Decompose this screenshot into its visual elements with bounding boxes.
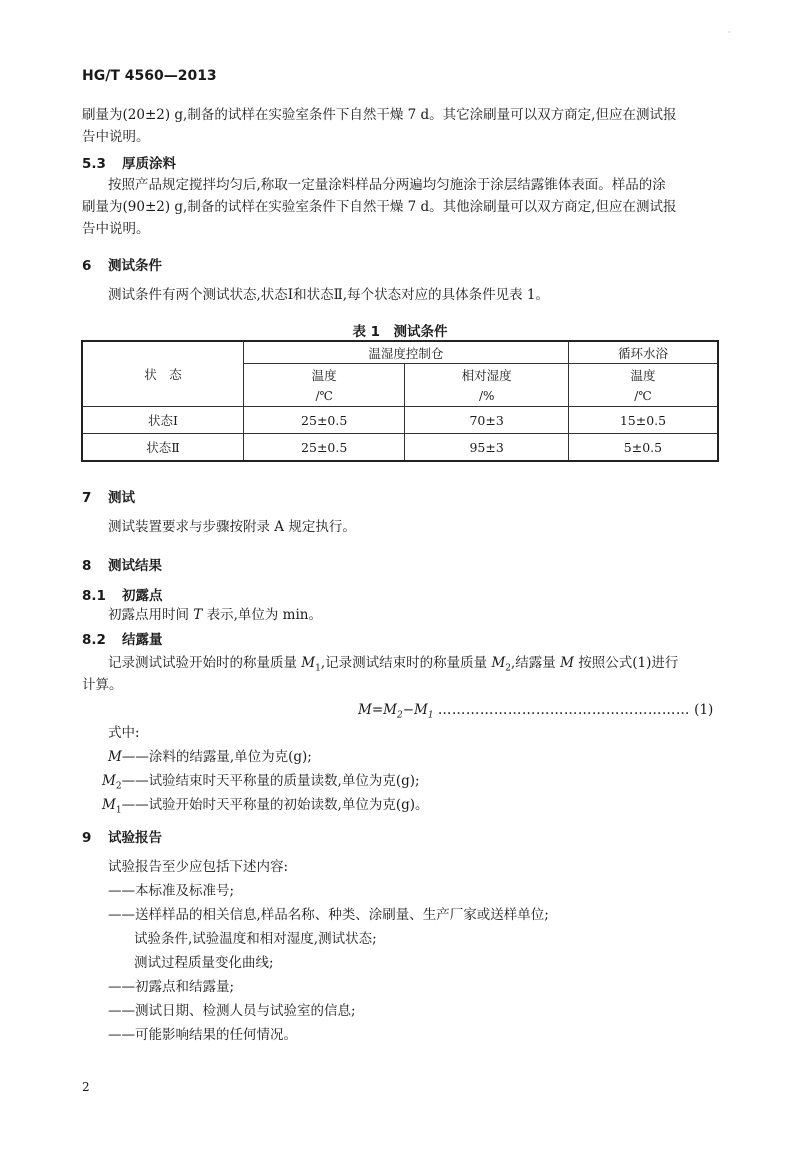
paragraph-line: 测试装置要求与步骤按附录 A 规定执行。 <box>108 519 356 535</box>
header-chamber: 温湿度控制仓 <box>243 341 568 364</box>
section-title: 初露点 <box>122 588 163 604</box>
page-number: 2 <box>82 1080 90 1094</box>
table-row <box>82 407 718 434</box>
paragraph-line: 试验报告至少应包括下述内容: <box>108 859 289 875</box>
variable-M: M <box>560 655 574 671</box>
text-run: 记录测试试验开始时的称量质量 <box>108 655 302 671</box>
header-temp: 温度 <box>243 364 405 386</box>
section-heading-9 <box>82 826 162 846</box>
cell-rh: 70±3 <box>405 407 568 434</box>
header-temp-unit: /℃ <box>243 385 405 407</box>
standard-code-header: HG/T 4560—2013 <box>82 68 217 84</box>
text-run: 初露点用时间 <box>108 607 194 623</box>
section-heading-7 <box>82 486 135 506</box>
test-conditions-table <box>81 340 719 462</box>
list-item: 测试过程质量变化曲线; <box>134 955 274 971</box>
variable-M: M <box>108 749 122 765</box>
formula-number: (1) <box>694 702 714 718</box>
cell-bath: 15±0.5 <box>568 407 718 434</box>
section-number: 8.1 <box>82 588 106 604</box>
paragraph-line: 按照产品规定搅拌均匀后,称取一定量涂料样品分两遍均匀施涂于涂层结露锥体表面。样品的涂 <box>108 177 666 193</box>
header-state: 状 态 <box>82 341 243 407</box>
text-run: ,结露量 <box>511 655 561 671</box>
cell-temp: 25±0.5 <box>243 434 405 462</box>
subscript: 1 <box>115 805 122 816</box>
list-item: 试验条件,试验温度和相对湿度,测试状态; <box>134 931 377 947</box>
where-label: 式中: <box>108 725 140 741</box>
section-number: 6 <box>82 258 92 274</box>
formula-lhs: M <box>358 702 372 718</box>
header-rh: 相对湿度 <box>405 364 568 386</box>
section-title: 测试 <box>108 490 135 506</box>
section-heading-8 <box>82 554 162 574</box>
text-run: 按照公式(1)进行 <box>573 655 679 671</box>
definition-line <box>108 746 312 768</box>
cell-state: 状态Ⅰ <box>82 407 243 434</box>
paragraph-line: 告中说明。 <box>82 221 150 237</box>
definition-text: ——试验开始时天平称量的初始读数,单位为克(g)。 <box>121 797 429 813</box>
section-number: 8.2 <box>82 632 106 648</box>
formula-1 <box>358 702 713 721</box>
formula-minus: − <box>402 702 415 718</box>
paragraph-line: 计算。 <box>82 677 123 693</box>
variable-M: M <box>102 797 116 813</box>
subscript: 2 <box>396 710 403 721</box>
definition-text: ——涂料的结露量,单位为克(g); <box>121 749 312 765</box>
section-number: 5.3 <box>82 156 106 172</box>
section-title: 测试结果 <box>108 558 162 574</box>
cell-temp: 25±0.5 <box>243 407 405 434</box>
variable-M: M <box>414 702 428 718</box>
section-heading-5-3 <box>82 152 176 172</box>
list-item: ——初露点和结露量; <box>108 979 235 995</box>
section-number: 8 <box>82 558 92 574</box>
paragraph-line: 刷量为(90±2) g,制备的试样在实验室条件下自然干燥 7 d。其他涂刷量可以双方商定,但应在测试报 <box>82 199 677 215</box>
subscript: 1 <box>427 710 434 721</box>
definition-line <box>102 794 429 822</box>
section-number: 9 <box>82 830 92 846</box>
section-title: 厚质涂料 <box>122 156 176 172</box>
header-bath: 循环水浴 <box>568 341 718 364</box>
list-item: ——可能影响结果的任何情况。 <box>108 1027 297 1043</box>
list-item: ——测试日期、检测人员与试验室的信息; <box>108 1003 356 1019</box>
section-title: 结露量 <box>122 632 163 648</box>
section-heading-8-1 <box>82 584 163 604</box>
table-row <box>82 434 718 462</box>
list-item: ——本标准及标准号; <box>108 883 235 899</box>
text-run: 表示,单位为 min。 <box>202 607 322 623</box>
formula-eq: = <box>371 702 384 718</box>
paragraph-line: 测试条件有两个测试状态,状态Ⅰ和状态Ⅱ,每个状态对应的具体条件见表 1。 <box>108 287 549 303</box>
paragraph-line: 告中说明。 <box>82 129 150 145</box>
scan-speck: · <box>728 28 731 37</box>
header-rh-unit: /% <box>405 385 568 407</box>
paragraph-line: 刷量为(20±2) g,制备的试样在实验室条件下自然干燥 7 d。其它涂刷量可以双方商定,但应在测试报 <box>82 107 677 123</box>
variable-M: M <box>491 655 506 671</box>
variable-M: M <box>102 773 116 789</box>
table-caption: 表 1 测试条件 <box>352 324 448 340</box>
section-title: 测试条件 <box>108 258 162 274</box>
variable-M: M <box>301 655 316 671</box>
variable-M: M <box>383 702 397 718</box>
cell-rh: 95±3 <box>405 434 568 462</box>
cell-bath: 5±0.5 <box>568 434 718 462</box>
section-number: 7 <box>82 490 92 506</box>
cell-state: 状态Ⅱ <box>82 434 243 462</box>
paragraph-line <box>108 652 678 680</box>
variable-T: T <box>193 607 203 623</box>
section-heading-8-2 <box>82 628 163 648</box>
subscript: 1 <box>315 663 321 674</box>
subscript: 2 <box>505 663 512 674</box>
section-heading-6 <box>82 254 162 274</box>
section-title: 试验报告 <box>108 830 162 846</box>
definition-text: ——试验结束时天平称量的质量读数,单位为克(g); <box>121 773 420 789</box>
header-bath-temp: 温度 <box>568 364 718 386</box>
text-run: ,记录测试结束时的称量质量 <box>320 655 492 671</box>
formula-leader-dots: ……………………………………………… <box>437 702 690 718</box>
subscript: 2 <box>115 781 122 792</box>
header-bath-unit: /℃ <box>568 385 718 407</box>
list-item: ——送样样品的相关信息,样品名称、种类、涂刷量、生产厂家或送样单位; <box>108 907 549 923</box>
paragraph-line <box>108 604 322 626</box>
